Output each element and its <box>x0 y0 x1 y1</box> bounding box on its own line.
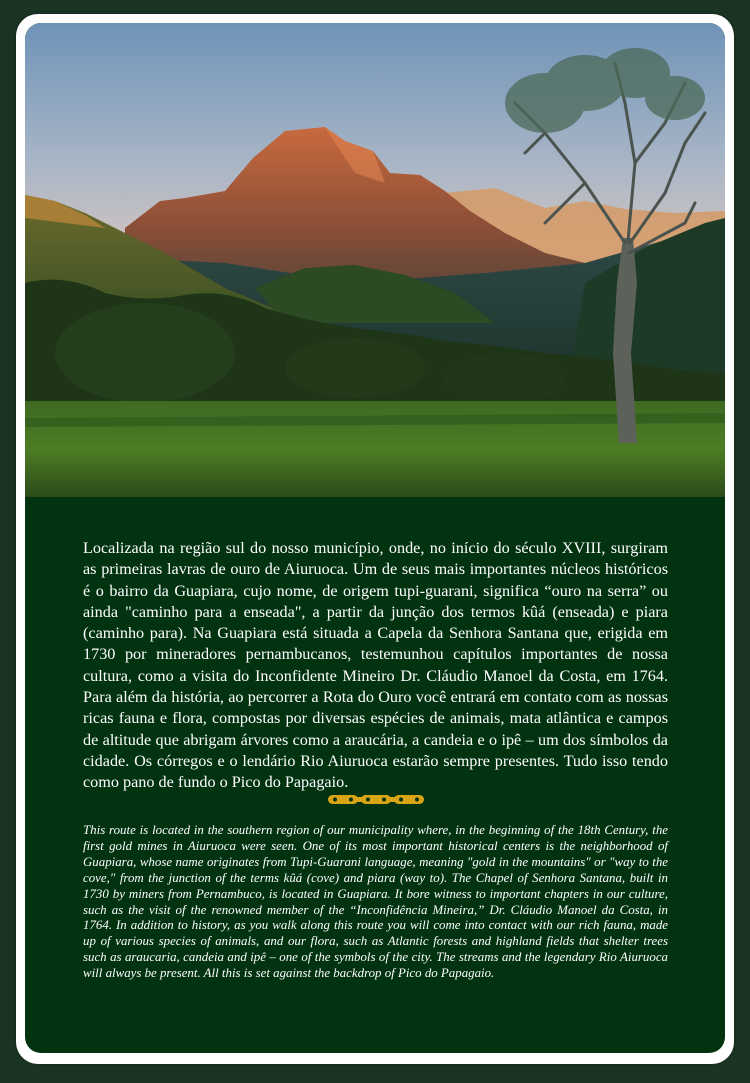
page-card <box>16 14 734 1064</box>
gold-chain-ornament-icon <box>327 793 427 806</box>
landscape-photo <box>25 23 725 497</box>
description-english: This route is located in the southern region of our municipality where, in the beginning of the 18th Century, the first gold mines in Aiuruoca were seen. One of its most important historical centers is the neighborhood of Guapiara, whose name originates from Tupi-Guarani language, meaning "gold in the mountains" or "way to the cove," from the junction of the terms kûá (cove) and piara (way to). The Chapel of Senhora Santana, built in 1730 by miners from Pernambuco, is located in Guapiara. It bore witness to important chapters in our culture, such as the visit of the renowned member of the “Inconfidência Mineira,” Dr. Cláudio Manoel da Costa, in 1764. In addition to history, as you walk along this route you will come into contact with our rich fauna, made up of various species of animals, and our flora, such as Atlantic forests and highland fields that shelter trees such as araucaria, candeia and ipê – one of the symbols of the city. The streams and the legendary Rio Aiuruoca will always be present. All this is set against the backdrop of Pico do Papagaio. <box>83 823 668 981</box>
content-panel <box>25 23 725 1053</box>
description-portuguese: Localizada na região sul do nosso município, onde, no início do século XVIII, surgiram as primeiras lavras de ouro de Aiuruoca. Um de seus mais importantes núcleos históricos é o bairro da Guapiara, cujo nome, de origem tupi-guarani, significa “ouro na serra” ou ainda "caminho para a enseada", a partir da junção dos termos kûá (enseada) e piara (caminho para). Na Guapiara está situada a Capela da Senhora Santana que, erigida em 1730 por mineradores pernambucanos, testemunhou capítulos importantes de nossa cultura, como a visita do Inconfidente Mineiro Dr. Cláudio Manoel da Costa, em 1764. Para além da história, ao percorrer a Rota do Ouro você entrará em contato com as nossas ricas fauna e flora, compostas por diversas espécies de animais, mata atlântica e campos de altitude que abrigam árvores como a araucária, a candeia e o ipê – um dos símbolos da cidade. Os córregos e o lendário Rio Aiuruoca estarão sempre presentes. Tudo isso tendo como pano de fundo o Pico do Papagaio. <box>83 539 668 792</box>
